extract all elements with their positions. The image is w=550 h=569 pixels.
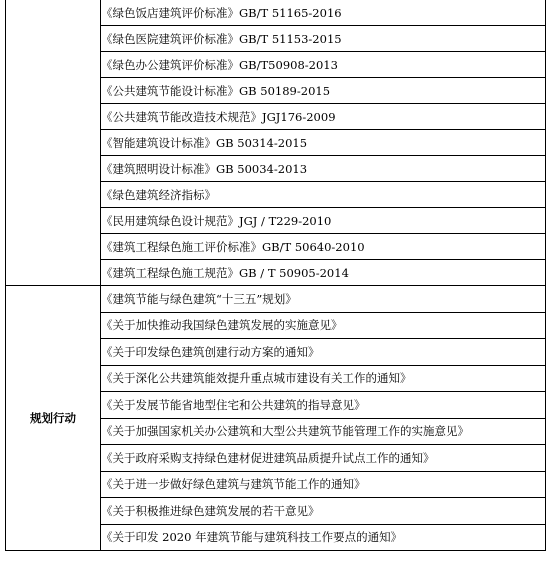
standard-item: 《绿色饭店建筑评价标准》GB/T 51165-2016 [101, 0, 546, 26]
standard-item: 《民用建筑绿色设计规范》JGJ / T229-2010 [101, 208, 546, 234]
standard-item: 《建筑照明设计标准》GB 50034-2013 [101, 156, 546, 182]
policy-item: 《关于政府采购支持绿色建材促进建筑品质提升试点工作的通知》 [101, 445, 546, 472]
policy-item: 《关于加快推动我国绿色建筑发展的实施意见》 [101, 312, 546, 339]
standard-item: 《绿色办公建筑评价标准》GB/T50908-2013 [101, 52, 546, 78]
standard-item: 《建筑工程绿色施工规范》GB / T 50905-2014 [101, 260, 546, 286]
table-row [6, 0, 546, 26]
policy-item: 《关于积极推进绿色建筑发展的若干意见》 [101, 498, 546, 525]
policy-item: 《关于印发 2020 年建筑节能与建筑科技工作要点的通知》 [101, 524, 546, 551]
policy-item: 《建筑节能与绿色建筑“十三五”规划》 [101, 286, 546, 313]
standard-item: 《绿色建筑经济指标》 [101, 182, 546, 208]
table-row [6, 286, 546, 313]
policy-item: 《关于加强国家机关办公建筑和大型公共建筑节能管理工作的实施意见》 [101, 418, 546, 445]
standard-item: 《公共建筑节能改造技术规范》JGJ176-2009 [101, 104, 546, 130]
policy-item: 《关于发展节能省地型住宅和公共建筑的指导意见》 [101, 392, 546, 419]
standard-item: 《绿色医院建筑评价标准》GB/T 51153-2015 [101, 26, 546, 52]
category-cell-standards [6, 0, 101, 286]
category-cell-planning-actions: 规划行动 [6, 286, 101, 551]
standard-item: 《建筑工程绿色施工评价标准》GB/T 50640-2010 [101, 234, 546, 260]
standard-item: 《公共建筑节能设计标准》GB 50189-2015 [101, 78, 546, 104]
standard-item: 《智能建筑设计标准》GB 50314-2015 [101, 130, 546, 156]
policy-item: 《关于深化公共建筑能效提升重点城市建设有关工作的通知》 [101, 365, 546, 392]
policy-item: 《关于进一步做好绿色建筑与建筑节能工作的通知》 [101, 471, 546, 498]
standards-table [5, 0, 546, 551]
policy-item: 《关于印发绿色建筑创建行动方案的通知》 [101, 339, 546, 366]
